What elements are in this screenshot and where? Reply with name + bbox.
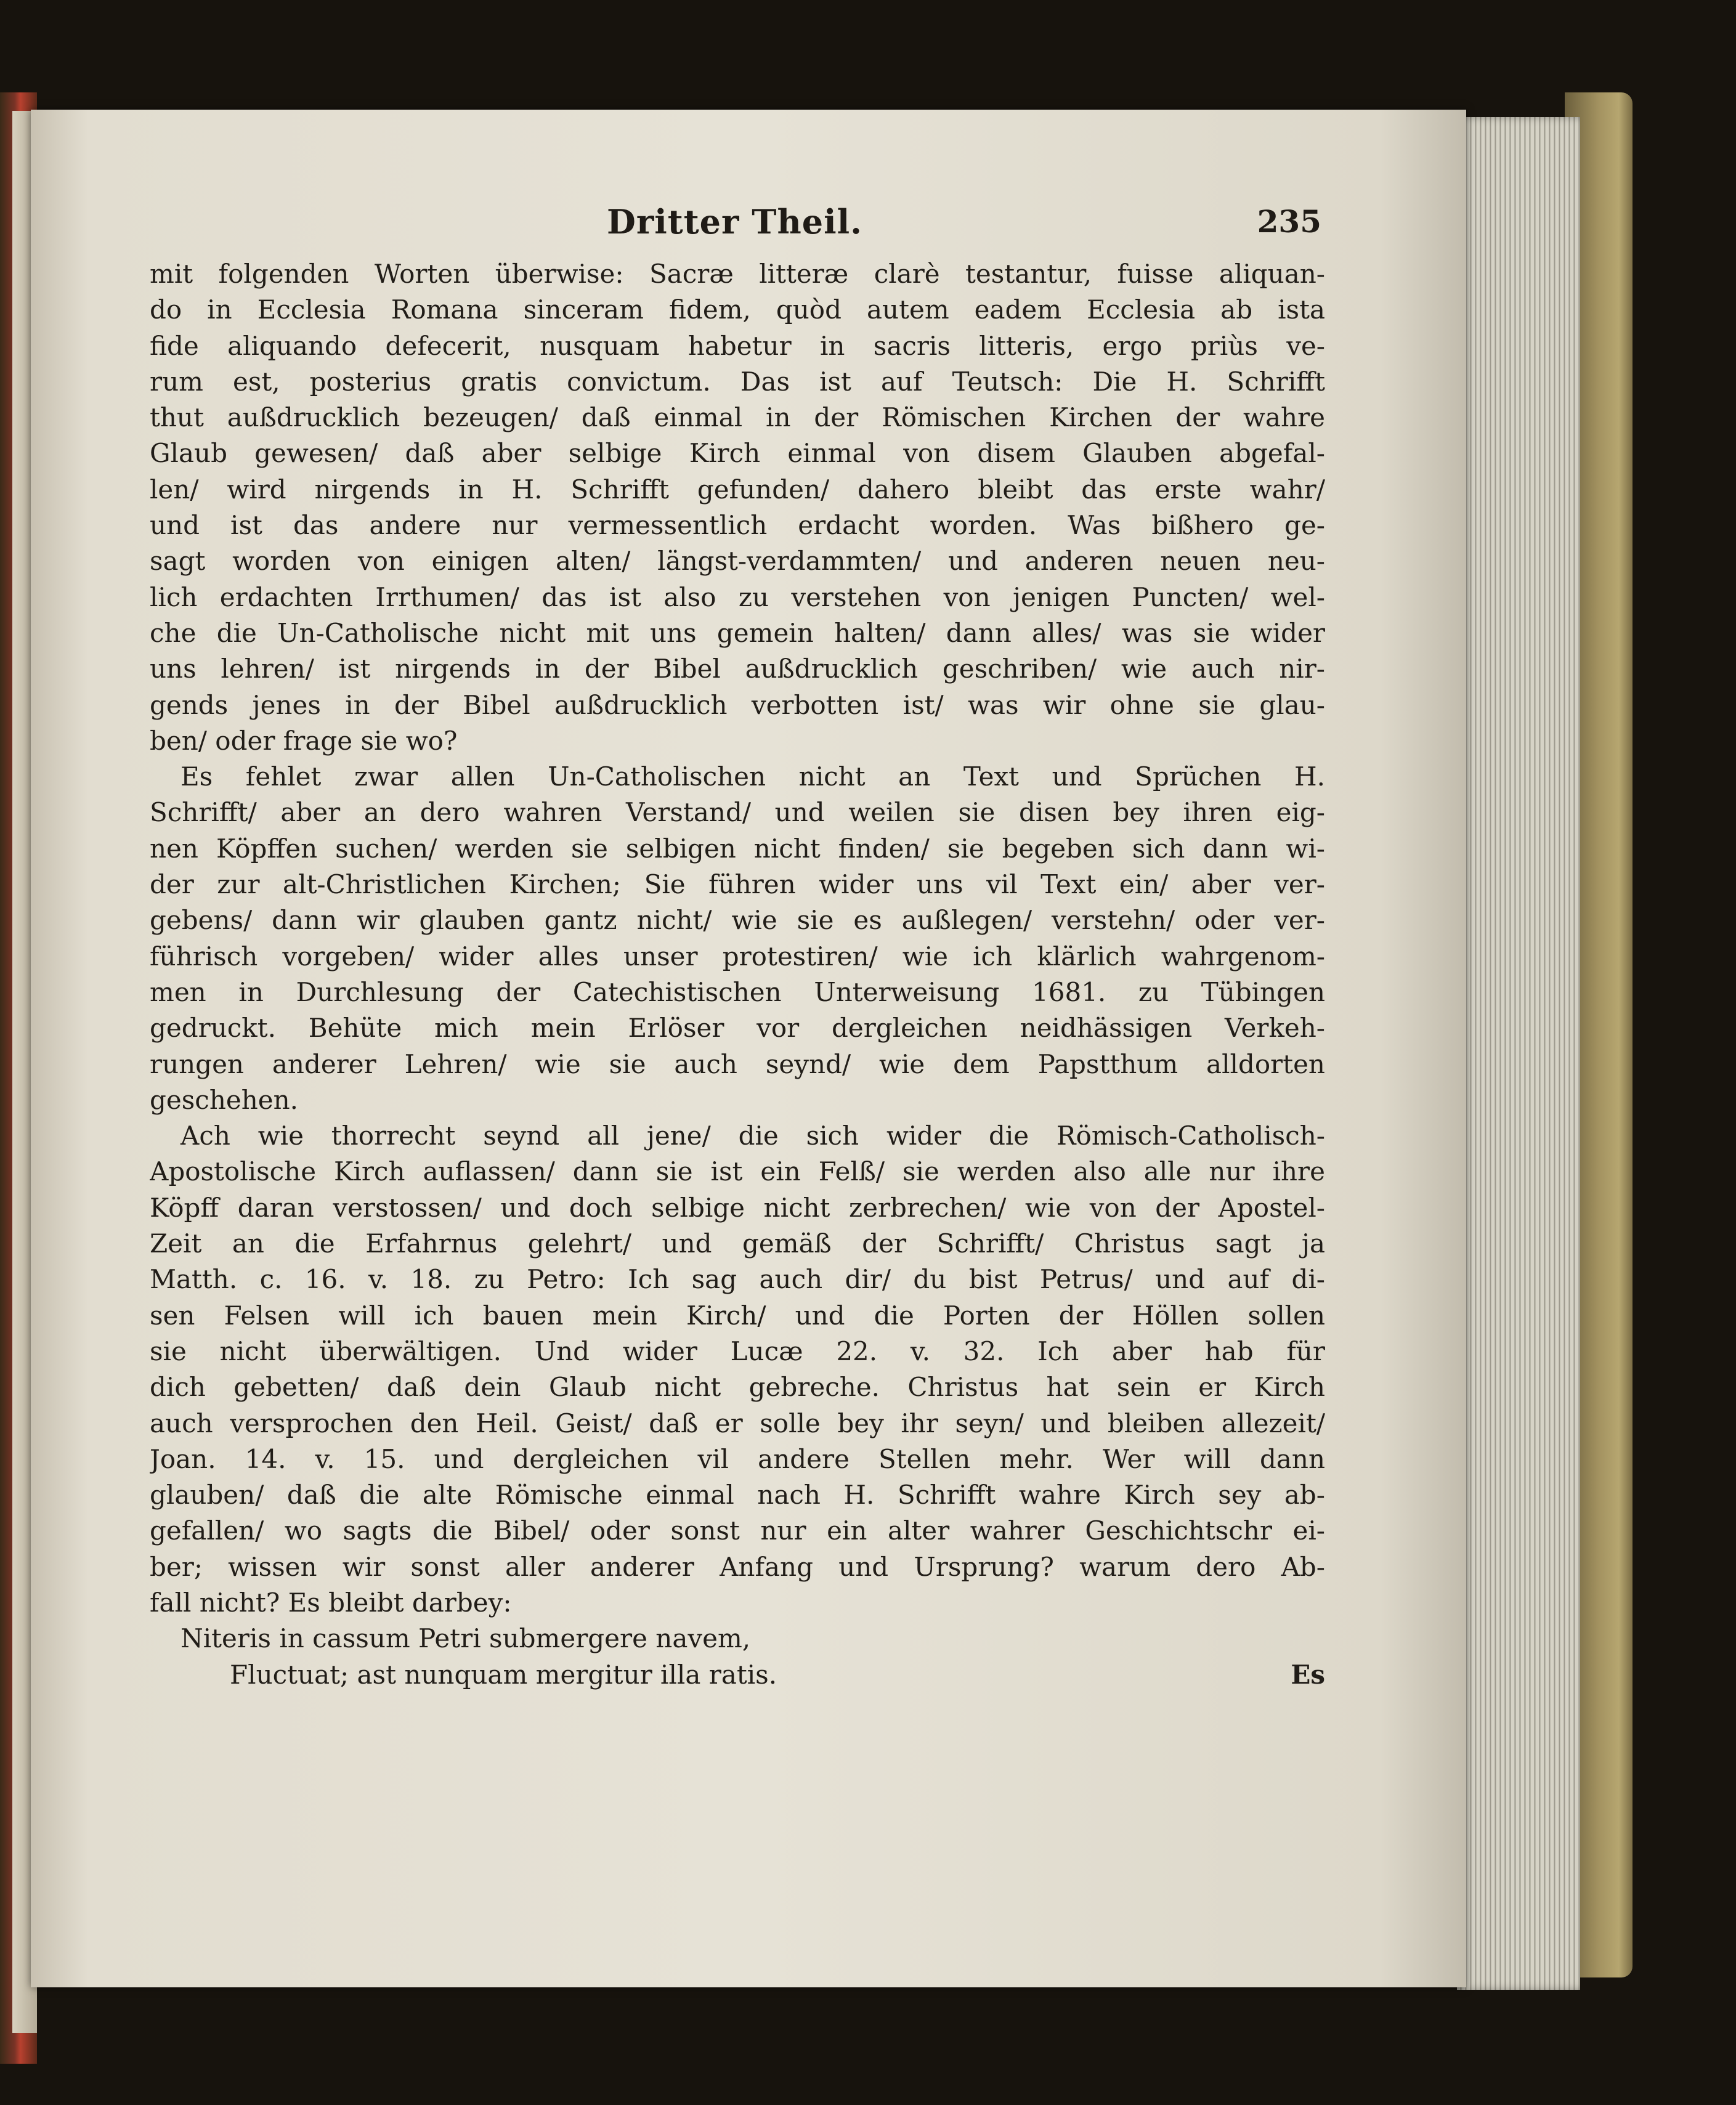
- page-header: [151, 202, 1321, 251]
- text-line: gebens/ dann wir glauben gantz nicht/ wie sie es außlegen/ verstehn/ oder ver-: [150, 905, 1325, 936]
- text-line: führisch vorgeben/ wider alles unser protestiren/ wie ich klärlich wahrgenom-: [150, 941, 1325, 971]
- text-line: sen Felsen will ich bauen mein Kirch/ und die Porten der Höllen sollen: [150, 1300, 1325, 1331]
- text-line: fall nicht? Es bleibt darbey:: [150, 1587, 512, 1618]
- text-line: gends jenes in der Bibel außdrucklich verbotten ist/ was wir ohne sie glau-: [150, 689, 1325, 720]
- text-line: che die Un-Catholische nicht mit uns gemein halten/ dann alles/ was sie wider: [150, 617, 1325, 648]
- text-line: Matth. c. 16. v. 18. zu Petro: Ich sag auch dir/ du bist Petrus/ und auf di-: [150, 1264, 1325, 1295]
- text-line: ber; wissen wir sonst aller anderer Anfang und Ursprung? warum dero Ab-: [150, 1551, 1325, 1582]
- text-line: do in Ecclesia Romana sinceram fidem, quòd autem eadem Ecclesia ab ista: [150, 294, 1325, 325]
- text-line: der zur alt-Christlichen Kirchen; Sie führen wider uns vil Text ein/ aber ver-: [150, 869, 1325, 900]
- text-line: len/ wird nirgends in H. Schrifft gefunden/ dahero bleibt das erste wahr/: [150, 474, 1325, 505]
- text-line: Köpff daran verstossen/ und doch selbige nicht zerbrechen/ wie von der Apostel-: [150, 1192, 1325, 1223]
- text-line: glauben/ daß die alte Römische einmal nach H. Schrifft wahre Kirch sey ab-: [150, 1480, 1325, 1511]
- text-line: rum est, posterius gratis convictum. Das ist auf Teutsch: Die H. Schrifft: [150, 366, 1325, 397]
- text-line: Ach wie thorrecht seynd all jene/ die sich wider die Römisch-Catholisch-: [180, 1121, 1325, 1151]
- body-text: [150, 256, 1325, 1693]
- text-line: mit folgenden Worten überwise: Sacræ litteræ clarè testantur, fuisse aliquan-: [150, 259, 1325, 289]
- catchword: Es: [1291, 1659, 1325, 1690]
- verse-line-text: Fluctuat; ast nunquam mergitur illa ratis.: [230, 1659, 777, 1690]
- text-line: gedruckt. Behüte mich mein Erlöser vor dergleichen neidhässigen Verkeh-: [150, 1013, 1325, 1044]
- text-line: geschehen.: [150, 1084, 299, 1115]
- text-line: sagt worden von einigen alten/ längst-verdammten/ und anderen neuen neu-: [150, 546, 1325, 577]
- page-number: 235: [1257, 203, 1321, 240]
- text-line: Zeit an die Erfahrnus gelehrt/ und gemäß der Schrifft/ Christus sagt ja: [150, 1228, 1325, 1259]
- text-line: nen Köpffen suchen/ werden sie selbigen nicht finden/ sie begeben sich dann wi-: [150, 833, 1325, 864]
- text-line: fide aliquando defecerit, nusquam habetur in sacris litteris, ergo priùs ve-: [150, 330, 1325, 361]
- text-line: und ist das andere nur vermessentlich erdacht worden. Was bißhero ge-: [150, 510, 1325, 541]
- text-line: dich gebetten/ daß dein Glaub nicht gebreche. Christus hat sein er Kirch: [150, 1372, 1325, 1403]
- verse-line: [150, 1657, 1325, 1693]
- text-line: gefallen/ wo sagts die Bibel/ oder sonst nur ein alter wahrer Geschichtschr ei-: [150, 1515, 1325, 1546]
- text-line: Apostolische Kirch auflassen/ dann sie ist ein Felß/ sie werden also alle nur ihre: [150, 1156, 1325, 1187]
- running-title: Dritter Theil.: [607, 202, 862, 241]
- text-line: sie nicht überwältigen. Und wider Lucæ 22. v. 32. Ich aber hab für: [150, 1336, 1325, 1366]
- text-line: uns lehren/ ist nirgends in der Bibel außdrucklich geschriben/ wie auch nir-: [150, 654, 1325, 684]
- page-edges: [1457, 117, 1580, 1990]
- verse-line: Niteris in cassum Petri submergere navem,: [180, 1623, 751, 1654]
- text-line: Glaub gewesen/ daß aber selbige Kirch einmal von disem Glauben abgefal-: [150, 438, 1325, 469]
- text-line: rungen anderer Lehren/ wie sie auch seynd/ wie dem Papstthum alldorten: [150, 1048, 1325, 1079]
- text-line: Schrifft/ aber an dero wahren Verstand/ und weilen sie disen bey ihren eig-: [150, 797, 1325, 828]
- text-line: men in Durchlesung der Catechistischen Unterweisung 1681. zu Tübingen: [150, 976, 1325, 1007]
- text-line: Es fehlet zwar allen Un-Catholischen nicht an Text und Sprüchen H.: [180, 761, 1325, 792]
- text-line: thut außdrucklich bezeugen/ daß einmal in der Römischen Kirchen der wahre: [150, 402, 1325, 433]
- text-line: ben/ oder frage sie wo?: [150, 725, 458, 756]
- text-line: lich erdachten Irrthumen/ das ist also zu verstehen von jenigen Puncten/ wel-: [150, 582, 1325, 612]
- text-line: auch versprochen den Heil. Geist/ daß er solle bey ihr seyn/ und bleiben allezeit/: [150, 1408, 1325, 1438]
- text-line: Joan. 14. v. 15. und dergleichen vil andere Stellen mehr. Wer will dann: [150, 1443, 1325, 1474]
- book-page: [31, 110, 1466, 1987]
